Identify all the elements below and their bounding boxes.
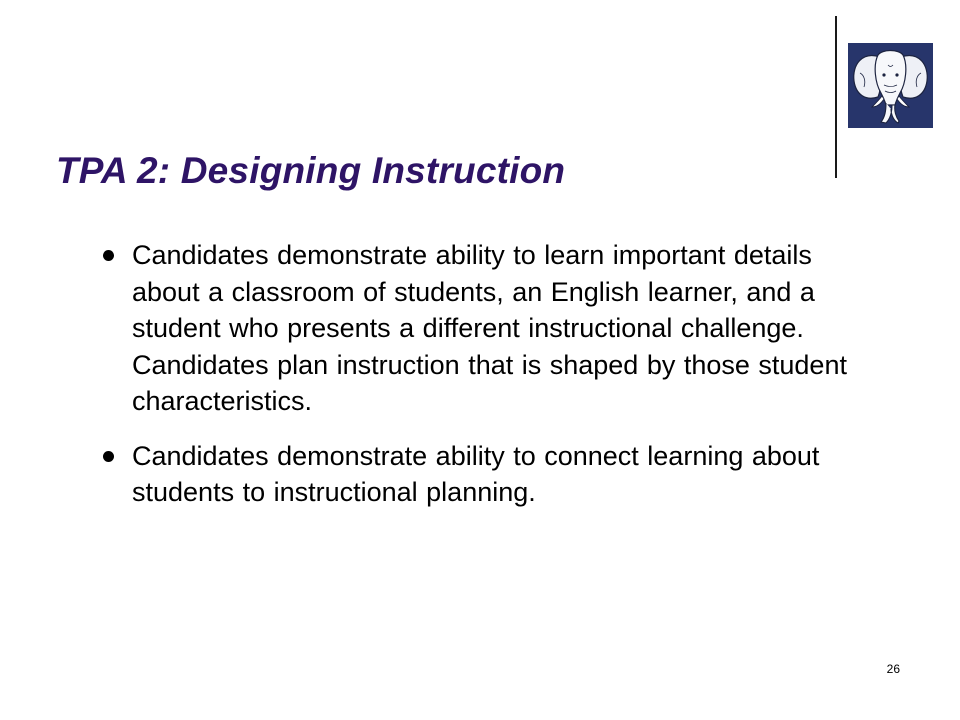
bullet-dot-icon	[103, 451, 114, 462]
bullet-item	[96, 237, 876, 420]
vertical-divider	[835, 16, 837, 178]
bullet-text: Candidates demonstrate ability to learn important details about a classroom of students, an English learner, and a student who presents a different instructional challenge. Candidates plan instruction that is shaped by those student characteristics.	[132, 240, 847, 416]
elephant-logo-icon	[848, 43, 933, 128]
page-number: 26	[886, 662, 900, 676]
bullet-item	[96, 438, 876, 511]
bullet-list	[96, 237, 876, 529]
bullet-dot-icon	[103, 250, 114, 261]
slide-title: TPA 2: Designing Instruction	[56, 150, 566, 191]
bullet-text: Candidates demonstrate ability to connect learning about students to instructional planning.	[132, 440, 820, 507]
